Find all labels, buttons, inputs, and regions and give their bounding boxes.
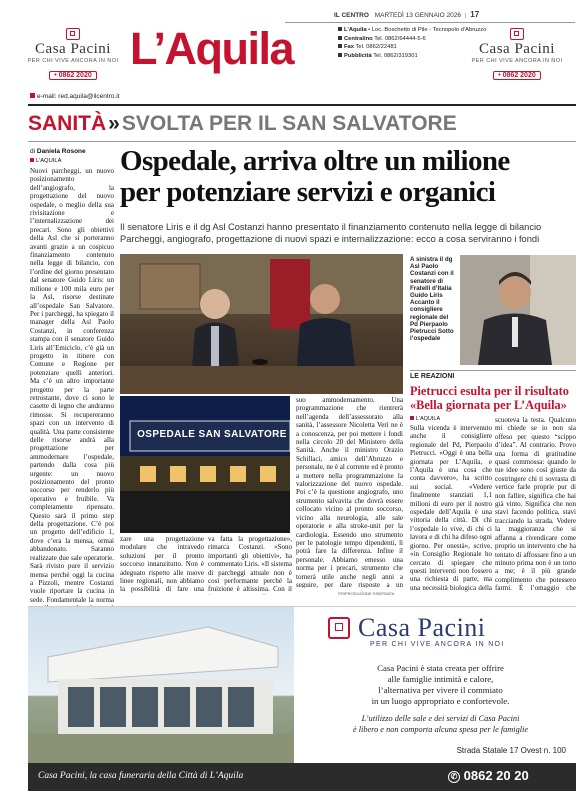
sponsor-logo-left [18, 28, 128, 82]
square-bullet-icon [410, 416, 414, 420]
paper-name: IL CENTRO [334, 12, 369, 19]
author-name: Daniela Rosone [36, 148, 86, 155]
ad-brand: Casa Pacini [358, 613, 486, 642]
section-topic: SVOLTA PER IL SAN SALVATORE [121, 112, 457, 135]
sponsor-tagline: PER CHI VIVE ANCORA IN NOI [471, 58, 563, 64]
article-column-1: Nuovi parcheggi, un nuovo posizionamento dell’angiografo, la progettazione del nuovo ospedale, o meglio della sua rivisitazione e l’internalizzazione dei precari. Sono gli obiettivi della Asl che si porteranno avanti grazie a un cospicuo finanziamento contenuto nella legge di bilancio, con l’ordine del giorno presentato dal senatore Guido Liris: un milione e 100 mila euro per la Asl, risorse destinate all’ospedale San Salvatore. Per i parcheggi, ha spiegato il manager della Asl Paolo Costanzi, in conferenza stampa con il senatore Guido Liris all’Emiciclo, c’è già un progetto in itinere con Comune e Regione per potenziare quelli anteriori. Ma c’è un altro importante progetto per la parte retrostante, dove ci sono le casette di legno che andranno rimosse. Si recupereranno spazi con un intervento di qualità. Una parte consistente delle risorse andrà alla progettazione per ammodernare l’ospedale, partendo dalla cosa più urgente: un nuovo posizionamento del pronto soccorso per renderlo più operativo e fruibile. Va completamente ripensato. Questo sarà il primo step della progettazione. C’è poi un progetto dell’edificio 1, dove c’era la mensa, ormai abbandonato. Saranno realizzate due sale operatorie. Sarà rivisto pure il servizio mensa perché oggi la cucina a Pizzoli, mentre Costanzi vuole riportare la cucina in sede. Fondamentale la norma [30, 167, 114, 604]
ad-brand-icon [328, 617, 350, 639]
square-bullet-icon [338, 27, 342, 31]
sidebar-title: Pietrucci esulta per il risultato «Bella giornata per L’Aquila» [410, 384, 569, 412]
square-bullet-icon [338, 44, 342, 48]
ad-photo-building [28, 607, 294, 767]
issue-date: MARTEDÌ 13 GENNAIO 2026 [374, 12, 461, 19]
sponsor-name: Casa Pacini [479, 41, 555, 57]
portrait-illustration [460, 255, 576, 365]
sidebar-rule [410, 370, 576, 371]
ad-footer-bar [28, 763, 576, 791]
subhead: Il senatore Liris e il dg Asl Costanzi hanno presentato il finanziamento contenuto nella legge di bilancio Parcheggi, angiografo, progettazione di nuovi spazi e internalizzazione: ecco a cosa serviranno i fondi [120, 222, 542, 244]
headline-line-2: per potenziare servizi e organici [120, 176, 496, 208]
contact-line: L’Aquila • Loc. Boschetto di Pile - Tecnopolo d’Abruzzo [338, 26, 486, 35]
hospital-sign: OSPEDALE SAN SALVATORE [137, 429, 287, 440]
ad-copy-italic: L’utilizzo delle sale e dei servizi di Casa Pacini è libero e non comporta alcuna spesa per le famiglie [352, 714, 529, 734]
square-bullet-icon [30, 158, 34, 162]
paper-dateline: IL CENTRO MARTEDÌ 13 GENNAIO 2026 | 17 [334, 10, 480, 19]
contact-line: Pubblicità Tel. 0862/319301 [338, 52, 486, 61]
sponsor-phone: • 0862 2020 [49, 71, 97, 80]
headline-line-1: Ospedale, arriva oltre un milione [120, 145, 510, 177]
ad-footer-text: Casa Pacini, la casa funeraria della Città di L’Aquila [38, 771, 244, 781]
sponsor-mark-icon [66, 28, 80, 40]
advertisement[interactable] [28, 606, 576, 792]
photo-conference [120, 254, 403, 394]
building-illustration [28, 607, 294, 767]
top-rule [285, 22, 575, 23]
byline-place: L’AQUILA [36, 158, 62, 164]
square-bullet-icon [338, 53, 342, 57]
section-kicker: SANITÀ [28, 112, 107, 135]
ad-tagline: PER CHI VIVE ANCORA IN NOI [370, 641, 505, 648]
sponsor-tagline: PER CHI VIVE ANCORA IN NOI [27, 58, 119, 64]
conference-illustration [120, 254, 403, 394]
headline [120, 146, 576, 208]
sponsor-logo-right [462, 28, 572, 82]
article-column-2: zare una progettazione modulare che intravedo soluzioni per il pronto soccorso innanzitutto. Non è adeguato rispetto alle nuove linee regionali, non abbiamo la possibilità di fare una [120, 535, 204, 594]
ad-address: Strada Statale 17 Ovest n. 100 [456, 746, 566, 755]
photo-pietrucci [460, 255, 576, 365]
contact-line: Centralino Tel. 0862/64444-5-6 [338, 35, 486, 44]
page-number: 17 [470, 10, 480, 19]
ad-phone[interactable]: ✆ 0862 20 20 [448, 768, 529, 783]
sidebar-column-2: scuoteva la testa. Qualcuno mi chiede se io non sia offeso per questo “scippo d’idea”. Al contrario. Provo una forma di gratitudine quasi commossa: quando le tue idee sono così giuste da costringere chi ti sovrasta di vertice farle proprie pur di non fallire, significa che hai già vinto. Significa che non stavi facendo politica, stavi tracciando la strada. Vedere la maggioranza che si affanna a rivendicare come proprio un intervento che ha tentato di affossare fino a un minuto prima non è un torto a me; è il più grande complimento che potessero farmi. È l’omaggio che [495, 416, 576, 592]
sidebar-kicker: LE REAZIONI [410, 373, 455, 380]
ad-logo [328, 615, 568, 648]
byline: di Daniela Rosone L’AQUILA [30, 148, 86, 164]
city-title: L’Aquila [130, 23, 294, 74]
section-header [28, 112, 457, 136]
ad-copy: Casa Pacini è stata creata per offrire alle famiglie intimità e calore, l’alternativa per vivere il commiato in un luogo appropriato e confortevole. [371, 663, 510, 706]
sponsor-phone: • 0862 2020 [493, 71, 541, 80]
sponsor-name: Casa Pacini [35, 41, 111, 57]
section-rule [28, 141, 576, 142]
photo-caption: A sinistra il dg Asl Paolo Costanzi con il senatore di Fratelli d’Italia Guido Liris Accanto il consigliere regionale del Pd Pierpaolo Pietrucci Sotto l’ospedale [410, 256, 454, 343]
phone-icon: ✆ [448, 771, 460, 783]
hospital-illustration [120, 396, 290, 533]
article-column-4: suo ammodernamento. Una programmazione che rientrerà nell’agenda dell’assessorato alla sanità, l’assessore Nicoletta Verì ne è a conoscenza, per poi mettere i fondi nella circolo 20 del Ministero della Sanità. Anche il ministro Orazio Schillaci, amico dell’Abruzzo e personale, ne è al corrente ed è pronto a mettere nella programmazione la valorizzazione del nuovo ospedale. Poi c’è la questione angiografo, uno strumento salvavita che dovrà essere collocato vicino al pronto soccorso, vicino alla neurologia, alle sale operatorie e alla stroke-unit per la cardiologia. Essendo uno strumento per le patologie tempo dipendenti, lì potrà fare la differenza. Infine il personale. Abbiamo emesso una norma per i precari, strumento che tornerà utile anche negli anni a seguire, per dare risposte a un [296, 396, 403, 588]
square-bullet-icon [338, 36, 342, 40]
contact-line: Fax Tel. 0862/22481 [338, 43, 486, 52]
article-column-3: va fatta la progettazione», rimarca Costanzi. «Sono importanti gli obiettivi», ha commentato Liris. «Il sistema di parcheggi attuale non è così performante perché la fruizione è altissima. Con il [208, 535, 292, 594]
photo-hospital [120, 396, 290, 533]
sponsor-mark-icon [510, 28, 524, 40]
sidebar-column-1: Sulla vicenda è intervenuto anche il consigliere regionale del Pd, Pierpaolo Pietrucci. «Oggi è una bella giornata per L’Aquila, e l’Aquila è una cosa che conta davvero», ha scritto sui social. «Vedere finalmente stanziati 1,1 milioni di euro per il nostro ospedale dell’Aquila è una vittoria della città. Di chi l’ospedale lo vive, di chi ci lavora e di chi ha difeso ogni giorno. Per onestà», scrive, «in Consiglio Regionale ho cercato di spiegare che questi interventi non fossero una richiesta di parte, ma una necessità biologica della [410, 424, 492, 592]
email-line[interactable]: e-mail: red.aquila@ilcentro.it [30, 93, 119, 100]
sidebar-place: L’AQUILA [410, 416, 440, 422]
reproduction-notice: ©RIPRODUZIONE RISERVATA [338, 591, 395, 596]
header-rule [28, 104, 576, 106]
section-arrow: » [108, 112, 120, 135]
square-bullet-icon [30, 93, 35, 98]
